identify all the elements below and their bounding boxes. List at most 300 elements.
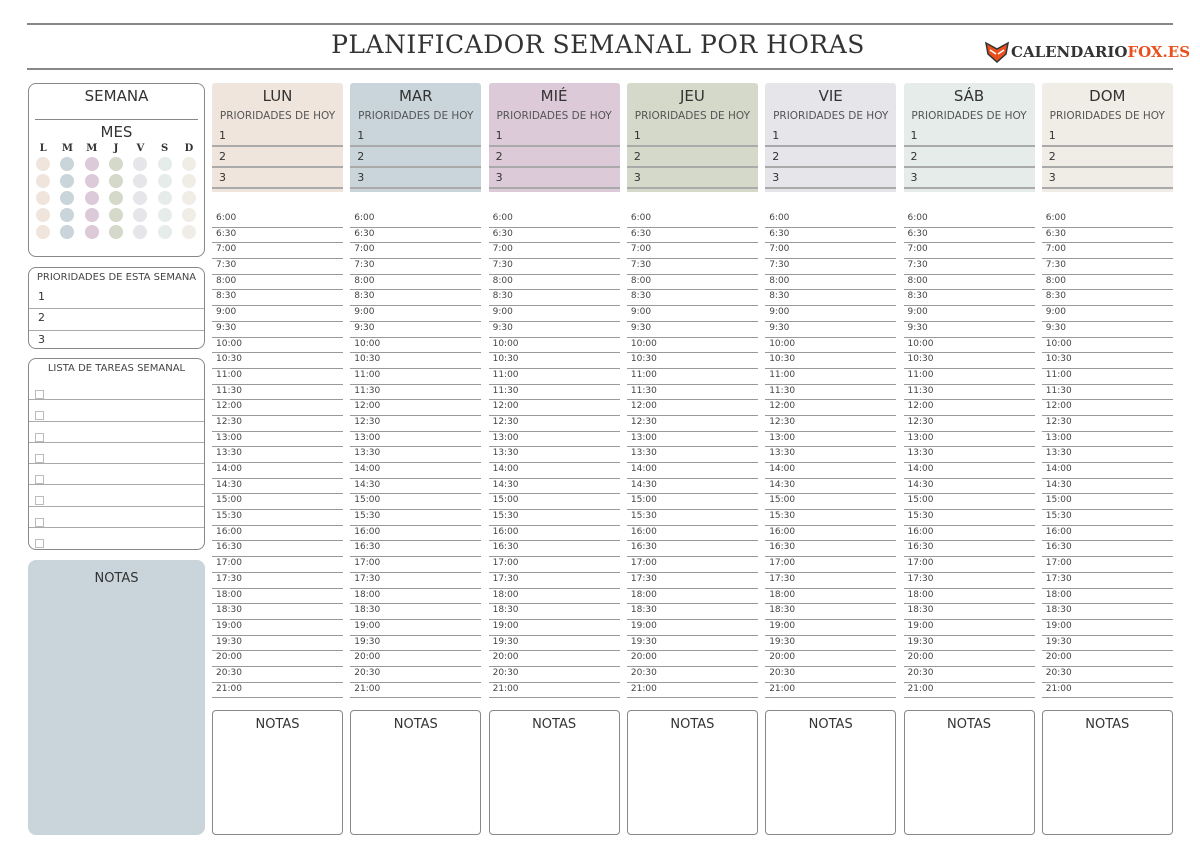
time-slot[interactable] <box>765 494 896 510</box>
time-slot[interactable] <box>350 228 481 244</box>
time-slot[interactable] <box>904 400 1035 416</box>
time-slot[interactable] <box>212 243 343 259</box>
task-checkbox[interactable] <box>35 390 44 399</box>
time-slot[interactable] <box>765 510 896 526</box>
time-slot[interactable] <box>212 369 343 385</box>
time-slot[interactable] <box>350 651 481 667</box>
time-slot[interactable] <box>627 338 758 354</box>
time-slot[interactable] <box>904 290 1035 306</box>
time-slot[interactable] <box>904 369 1035 385</box>
time-slot[interactable] <box>904 573 1035 589</box>
day-priority-row[interactable] <box>212 147 343 168</box>
task-row[interactable] <box>29 379 204 400</box>
time-slot[interactable] <box>489 212 620 228</box>
time-slot[interactable] <box>212 620 343 636</box>
week-priority-row[interactable] <box>29 288 204 309</box>
time-slot[interactable] <box>350 290 481 306</box>
time-slot[interactable] <box>1042 604 1173 620</box>
time-slot[interactable] <box>1042 400 1173 416</box>
time-slot[interactable] <box>765 259 896 275</box>
time-slot[interactable] <box>627 369 758 385</box>
time-slot[interactable] <box>904 541 1035 557</box>
time-slot[interactable] <box>1042 463 1173 479</box>
time-slot[interactable] <box>212 541 343 557</box>
calendar-day-dot[interactable] <box>36 157 50 171</box>
time-slot[interactable] <box>1042 353 1173 369</box>
time-slot[interactable] <box>489 479 620 495</box>
time-slot[interactable] <box>904 683 1035 699</box>
time-slot[interactable] <box>627 494 758 510</box>
time-slot[interactable] <box>765 636 896 652</box>
day-priority-row[interactable] <box>627 147 758 168</box>
time-slot[interactable] <box>212 557 343 573</box>
time-slot[interactable] <box>212 463 343 479</box>
time-slot[interactable] <box>350 275 481 291</box>
time-slot[interactable] <box>904 212 1035 228</box>
time-slot[interactable] <box>489 290 620 306</box>
time-slot[interactable] <box>627 322 758 338</box>
time-slot[interactable] <box>904 432 1035 448</box>
time-slot[interactable] <box>1042 447 1173 463</box>
time-slot[interactable] <box>350 636 481 652</box>
day-notes-box[interactable] <box>765 710 896 835</box>
time-slot[interactable] <box>489 683 620 699</box>
calendar-day-dot[interactable] <box>158 174 172 188</box>
day-priority-row[interactable] <box>627 126 758 147</box>
time-slot[interactable] <box>627 479 758 495</box>
task-checkbox[interactable] <box>35 433 44 442</box>
time-slot[interactable] <box>627 243 758 259</box>
time-slot[interactable] <box>212 290 343 306</box>
calendar-day-dot[interactable] <box>85 191 99 205</box>
time-slot[interactable] <box>489 353 620 369</box>
time-slot[interactable] <box>1042 667 1173 683</box>
task-checkbox[interactable] <box>35 454 44 463</box>
time-slot[interactable] <box>212 416 343 432</box>
time-slot[interactable] <box>350 212 481 228</box>
time-slot[interactable] <box>489 463 620 479</box>
calendar-day-dot[interactable] <box>109 225 123 239</box>
time-slot[interactable] <box>627 228 758 244</box>
time-slot[interactable] <box>489 510 620 526</box>
time-slot[interactable] <box>489 494 620 510</box>
time-slot[interactable] <box>489 636 620 652</box>
time-slot[interactable] <box>627 667 758 683</box>
day-priority-row[interactable] <box>350 126 481 147</box>
calendar-day-dot[interactable] <box>85 208 99 222</box>
time-slot[interactable] <box>1042 290 1173 306</box>
time-slot[interactable] <box>489 589 620 605</box>
task-checkbox[interactable] <box>35 496 44 505</box>
time-slot[interactable] <box>350 494 481 510</box>
time-slot[interactable] <box>1042 683 1173 699</box>
calendar-day-dot[interactable] <box>36 225 50 239</box>
time-slot[interactable] <box>489 228 620 244</box>
time-slot[interactable] <box>904 322 1035 338</box>
time-slot[interactable] <box>765 557 896 573</box>
time-slot[interactable] <box>1042 369 1173 385</box>
time-slot[interactable] <box>904 526 1035 542</box>
calendar-day-dot[interactable] <box>182 191 196 205</box>
time-slot[interactable] <box>350 479 481 495</box>
time-slot[interactable] <box>627 636 758 652</box>
calendar-day-dot[interactable] <box>36 174 50 188</box>
day-priority-row[interactable] <box>489 126 620 147</box>
time-slot[interactable] <box>1042 306 1173 322</box>
time-slot[interactable] <box>212 306 343 322</box>
time-slot[interactable] <box>489 541 620 557</box>
task-row[interactable] <box>29 528 204 549</box>
time-slot[interactable] <box>904 306 1035 322</box>
time-slot[interactable] <box>765 369 896 385</box>
time-slot[interactable] <box>212 385 343 401</box>
time-slot[interactable] <box>1042 636 1173 652</box>
time-slot[interactable] <box>765 463 896 479</box>
time-slot[interactable] <box>212 667 343 683</box>
day-priority-row[interactable] <box>904 168 1035 189</box>
time-slot[interactable] <box>1042 228 1173 244</box>
time-slot[interactable] <box>212 432 343 448</box>
day-priority-row[interactable] <box>489 168 620 189</box>
time-slot[interactable] <box>350 541 481 557</box>
time-slot[interactable] <box>627 557 758 573</box>
time-slot[interactable] <box>765 243 896 259</box>
time-slot[interactable] <box>350 683 481 699</box>
time-slot[interactable] <box>1042 541 1173 557</box>
time-slot[interactable] <box>212 228 343 244</box>
time-slot[interactable] <box>627 353 758 369</box>
time-slot[interactable] <box>904 589 1035 605</box>
time-slot[interactable] <box>765 604 896 620</box>
time-slot[interactable] <box>904 385 1035 401</box>
time-slot[interactable] <box>627 290 758 306</box>
day-notes-box[interactable] <box>489 710 620 835</box>
calendar-day-dot[interactable] <box>60 191 74 205</box>
time-slot[interactable] <box>350 604 481 620</box>
time-slot[interactable] <box>627 683 758 699</box>
task-row[interactable] <box>29 443 204 464</box>
day-priority-row[interactable] <box>350 147 481 168</box>
time-slot[interactable] <box>904 557 1035 573</box>
calendar-day-dot[interactable] <box>158 157 172 171</box>
time-slot[interactable] <box>627 589 758 605</box>
time-slot[interactable] <box>489 306 620 322</box>
task-row[interactable] <box>29 422 204 443</box>
time-slot[interactable] <box>489 400 620 416</box>
time-slot[interactable] <box>904 275 1035 291</box>
calendar-day-dot[interactable] <box>109 157 123 171</box>
time-slot[interactable] <box>212 447 343 463</box>
time-slot[interactable] <box>350 573 481 589</box>
time-slot[interactable] <box>627 604 758 620</box>
calendar-day-dot[interactable] <box>109 208 123 222</box>
day-priority-row[interactable] <box>350 168 481 189</box>
time-slot[interactable] <box>627 447 758 463</box>
calendar-day-dot[interactable] <box>109 191 123 205</box>
calendar-day-dot[interactable] <box>60 225 74 239</box>
calendar-day-dot[interactable] <box>109 174 123 188</box>
time-slot[interactable] <box>1042 589 1173 605</box>
time-slot[interactable] <box>350 447 481 463</box>
calendar-day-dot[interactable] <box>133 191 147 205</box>
time-slot[interactable] <box>765 353 896 369</box>
task-row[interactable] <box>29 485 204 506</box>
calendar-day-dot[interactable] <box>182 225 196 239</box>
task-row[interactable] <box>29 507 204 528</box>
time-slot[interactable] <box>627 651 758 667</box>
time-slot[interactable] <box>350 243 481 259</box>
time-slot[interactable] <box>489 243 620 259</box>
time-slot[interactable] <box>765 683 896 699</box>
day-priority-row[interactable] <box>1042 147 1173 168</box>
time-slot[interactable] <box>212 589 343 605</box>
time-slot[interactable] <box>904 447 1035 463</box>
time-slot[interactable] <box>765 338 896 354</box>
time-slot[interactable] <box>212 212 343 228</box>
time-slot[interactable] <box>765 667 896 683</box>
time-slot[interactable] <box>350 400 481 416</box>
day-priority-row[interactable] <box>904 126 1035 147</box>
time-slot[interactable] <box>627 275 758 291</box>
time-slot[interactable] <box>765 306 896 322</box>
time-slot[interactable] <box>212 494 343 510</box>
time-slot[interactable] <box>489 573 620 589</box>
time-slot[interactable] <box>765 432 896 448</box>
time-slot[interactable] <box>489 526 620 542</box>
calendar-day-dot[interactable] <box>60 208 74 222</box>
calendar-day-dot[interactable] <box>182 157 196 171</box>
time-slot[interactable] <box>904 416 1035 432</box>
day-notes-box[interactable] <box>904 710 1035 835</box>
time-slot[interactable] <box>627 526 758 542</box>
week-priority-row[interactable] <box>29 309 204 330</box>
calendar-day-dot[interactable] <box>85 157 99 171</box>
time-slot[interactable] <box>212 400 343 416</box>
calendar-day-dot[interactable] <box>133 208 147 222</box>
time-slot[interactable] <box>1042 212 1173 228</box>
time-slot[interactable] <box>765 479 896 495</box>
calendar-day-dot[interactable] <box>158 208 172 222</box>
time-slot[interactable] <box>489 416 620 432</box>
time-slot[interactable] <box>489 385 620 401</box>
task-row[interactable] <box>29 400 204 421</box>
time-slot[interactable] <box>489 447 620 463</box>
time-slot[interactable] <box>1042 259 1173 275</box>
day-notes-box[interactable] <box>212 710 343 835</box>
time-slot[interactable] <box>627 432 758 448</box>
time-slot[interactable] <box>489 322 620 338</box>
time-slot[interactable] <box>627 416 758 432</box>
day-priority-row[interactable] <box>1042 126 1173 147</box>
time-slot[interactable] <box>765 212 896 228</box>
calendar-day-dot[interactable] <box>133 174 147 188</box>
time-slot[interactable] <box>904 667 1035 683</box>
time-slot[interactable] <box>627 573 758 589</box>
time-slot[interactable] <box>489 651 620 667</box>
time-slot[interactable] <box>1042 557 1173 573</box>
calendar-day-dot[interactable] <box>158 191 172 205</box>
time-slot[interactable] <box>212 275 343 291</box>
day-priority-row[interactable] <box>627 168 758 189</box>
time-slot[interactable] <box>1042 620 1173 636</box>
time-slot[interactable] <box>489 369 620 385</box>
time-slot[interactable] <box>1042 416 1173 432</box>
time-slot[interactable] <box>212 338 343 354</box>
time-slot[interactable] <box>627 541 758 557</box>
time-slot[interactable] <box>1042 322 1173 338</box>
week-priority-row[interactable] <box>29 331 204 352</box>
day-priority-row[interactable] <box>1042 168 1173 189</box>
day-notes-box[interactable] <box>350 710 481 835</box>
time-slot[interactable] <box>765 322 896 338</box>
calendar-day-dot[interactable] <box>60 157 74 171</box>
time-slot[interactable] <box>212 510 343 526</box>
time-slot[interactable] <box>904 494 1035 510</box>
time-slot[interactable] <box>1042 385 1173 401</box>
day-priority-row[interactable] <box>765 168 896 189</box>
day-priority-row[interactable] <box>212 168 343 189</box>
time-slot[interactable] <box>627 463 758 479</box>
time-slot[interactable] <box>212 353 343 369</box>
time-slot[interactable] <box>350 432 481 448</box>
time-slot[interactable] <box>904 510 1035 526</box>
task-checkbox[interactable] <box>35 518 44 527</box>
time-slot[interactable] <box>627 620 758 636</box>
time-slot[interactable] <box>765 620 896 636</box>
day-priority-row[interactable] <box>212 126 343 147</box>
time-slot[interactable] <box>212 651 343 667</box>
time-slot[interactable] <box>212 683 343 699</box>
task-checkbox[interactable] <box>35 539 44 548</box>
time-slot[interactable] <box>904 479 1035 495</box>
time-slot[interactable] <box>627 259 758 275</box>
time-slot[interactable] <box>212 636 343 652</box>
time-slot[interactable] <box>765 275 896 291</box>
calendar-day-dot[interactable] <box>182 208 196 222</box>
time-slot[interactable] <box>350 385 481 401</box>
time-slot[interactable] <box>1042 432 1173 448</box>
time-slot[interactable] <box>350 322 481 338</box>
time-slot[interactable] <box>627 212 758 228</box>
calendar-day-dot[interactable] <box>60 174 74 188</box>
time-slot[interactable] <box>1042 275 1173 291</box>
time-slot[interactable] <box>212 479 343 495</box>
time-slot[interactable] <box>765 416 896 432</box>
time-slot[interactable] <box>350 463 481 479</box>
task-checkbox[interactable] <box>35 411 44 420</box>
time-slot[interactable] <box>627 385 758 401</box>
time-slot[interactable] <box>904 338 1035 354</box>
time-slot[interactable] <box>489 557 620 573</box>
time-slot[interactable] <box>350 306 481 322</box>
task-row[interactable] <box>29 464 204 485</box>
time-slot[interactable] <box>1042 526 1173 542</box>
time-slot[interactable] <box>350 259 481 275</box>
time-slot[interactable] <box>1042 651 1173 667</box>
time-slot[interactable] <box>765 400 896 416</box>
time-slot[interactable] <box>350 338 481 354</box>
time-slot[interactable] <box>1042 243 1173 259</box>
time-slot[interactable] <box>765 526 896 542</box>
time-slot[interactable] <box>765 651 896 667</box>
day-notes-box[interactable] <box>1042 710 1173 835</box>
time-slot[interactable] <box>212 322 343 338</box>
day-notes-box[interactable] <box>627 710 758 835</box>
time-slot[interactable] <box>489 667 620 683</box>
day-priority-row[interactable] <box>765 126 896 147</box>
day-priority-row[interactable] <box>489 147 620 168</box>
time-slot[interactable] <box>904 463 1035 479</box>
time-slot[interactable] <box>765 541 896 557</box>
time-slot[interactable] <box>1042 479 1173 495</box>
time-slot[interactable] <box>904 353 1035 369</box>
calendar-day-dot[interactable] <box>36 191 50 205</box>
time-slot[interactable] <box>627 510 758 526</box>
time-slot[interactable] <box>904 243 1035 259</box>
time-slot[interactable] <box>350 416 481 432</box>
calendar-day-dot[interactable] <box>133 157 147 171</box>
time-slot[interactable] <box>489 275 620 291</box>
time-slot[interactable] <box>350 526 481 542</box>
time-slot[interactable] <box>350 667 481 683</box>
time-slot[interactable] <box>904 620 1035 636</box>
time-slot[interactable] <box>350 557 481 573</box>
time-slot[interactable] <box>212 604 343 620</box>
calendar-day-dot[interactable] <box>133 225 147 239</box>
time-slot[interactable] <box>765 290 896 306</box>
day-priority-row[interactable] <box>904 147 1035 168</box>
time-slot[interactable] <box>627 400 758 416</box>
calendar-day-dot[interactable] <box>85 174 99 188</box>
time-slot[interactable] <box>904 636 1035 652</box>
calendar-day-dot[interactable] <box>182 174 196 188</box>
time-slot[interactable] <box>904 651 1035 667</box>
time-slot[interactable] <box>627 306 758 322</box>
task-checkbox[interactable] <box>35 475 44 484</box>
time-slot[interactable] <box>350 369 481 385</box>
time-slot[interactable] <box>1042 573 1173 589</box>
time-slot[interactable] <box>489 259 620 275</box>
time-slot[interactable] <box>489 604 620 620</box>
calendar-day-dot[interactable] <box>36 208 50 222</box>
time-slot[interactable] <box>489 620 620 636</box>
time-slot[interactable] <box>212 573 343 589</box>
time-slot[interactable] <box>1042 338 1173 354</box>
time-slot[interactable] <box>489 338 620 354</box>
time-slot[interactable] <box>765 385 896 401</box>
calendar-day-dot[interactable] <box>158 225 172 239</box>
time-slot[interactable] <box>904 228 1035 244</box>
time-slot[interactable] <box>765 228 896 244</box>
day-priority-row[interactable] <box>765 147 896 168</box>
time-slot[interactable] <box>904 259 1035 275</box>
time-slot[interactable] <box>904 604 1035 620</box>
calendar-day-dot[interactable] <box>85 225 99 239</box>
notes-panel[interactable] <box>28 560 205 835</box>
time-slot[interactable] <box>350 589 481 605</box>
time-slot[interactable] <box>1042 510 1173 526</box>
time-slot[interactable] <box>350 353 481 369</box>
time-slot[interactable] <box>765 589 896 605</box>
time-slot[interactable] <box>765 573 896 589</box>
time-slot[interactable] <box>212 526 343 542</box>
time-slot[interactable] <box>1042 494 1173 510</box>
time-slot[interactable] <box>350 620 481 636</box>
time-slot[interactable] <box>212 259 343 275</box>
time-slot[interactable] <box>765 447 896 463</box>
time-slot[interactable] <box>350 510 481 526</box>
time-slot[interactable] <box>489 432 620 448</box>
